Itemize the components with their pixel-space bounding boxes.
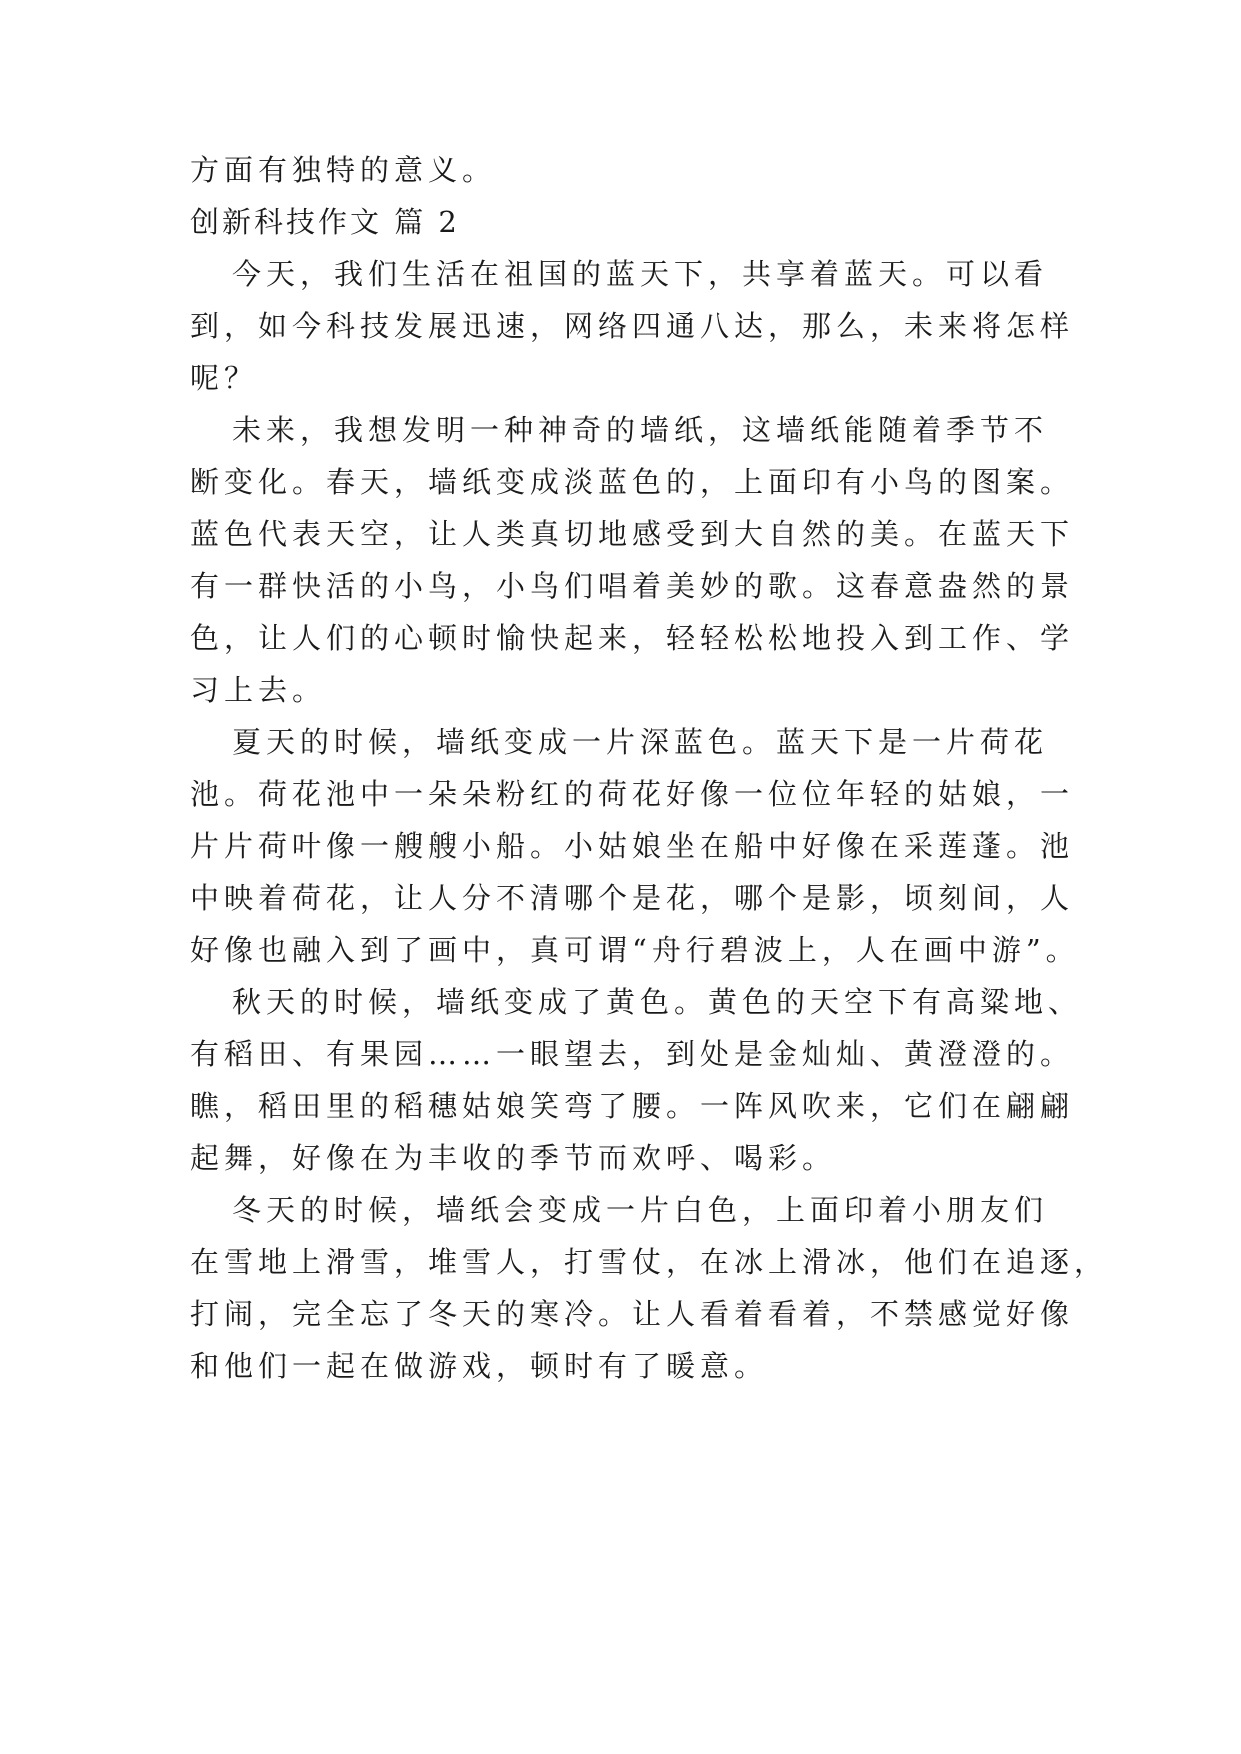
paragraph-line: 习上去。: [190, 673, 327, 707]
paragraph-line: 冬天的时候，墙纸会变成一片白色，上面印着小朋友们: [232, 1193, 1049, 1227]
paragraph-line: 今天，我们生活在祖国的蓝天下，共享着蓝天。可以看: [232, 257, 1049, 291]
paragraph-line: 池。荷花池中一朵朵粉红的荷花好像一位位年轻的姑娘，一: [190, 777, 1075, 811]
paragraph-line: 打闹，完全忘了冬天的寒冷。让人看着看着，不禁感觉好像: [190, 1297, 1075, 1331]
paragraph-line: 好像也融入到了画中，真可谓“舟行碧波上，人在画中游”。: [190, 933, 1080, 967]
paragraph-line: 秋天的时候，墙纸变成了黄色。黄色的天空下有高粱地、: [232, 985, 1083, 1019]
paragraph-line: 起舞，好像在为丰收的季节而欢呼、喝彩。: [190, 1141, 837, 1175]
paragraph-line: 到，如今科技发展迅速，网络四通八达，那么，未来将怎样: [190, 309, 1075, 343]
paragraph-line: 中映着荷花，让人分不清哪个是花，哪个是影，顷刻间，人: [190, 881, 1075, 915]
paragraph-line: 未来，我想发明一种神奇的墙纸，这墙纸能随着季节不: [232, 413, 1049, 447]
paragraph-line: 有一群快活的小鸟，小鸟们唱着美妙的歌。这春意盎然的景: [190, 569, 1075, 603]
paragraph-line: 在雪地上滑雪，堆雪人，打雪仗，在冰上滑冰，他们在追逐，: [190, 1245, 1109, 1279]
paragraph-line: 和他们一起在做游戏，顿时有了暖意。: [190, 1349, 769, 1383]
paragraph-line: 断变化。春天，墙纸变成淡蓝色的，上面印有小鸟的图案。: [190, 465, 1075, 499]
paragraph-line: 色，让人们的心顿时愉快起来，轻轻松松地投入到工作、学: [190, 621, 1075, 655]
paragraph-line: 蓝色代表天空，让人类真切地感受到大自然的美。在蓝天下: [190, 517, 1075, 551]
continued-text: 方面有独特的意义。: [190, 153, 497, 187]
paragraph-line: 呢？: [190, 361, 259, 395]
section-title: 创新科技作文 篇 2: [190, 205, 460, 239]
paragraph-line: 有稻田、有果园……一眼望去，到处是金灿灿、黄澄澄的。: [190, 1037, 1075, 1071]
paragraph-line: 瞧，稻田里的稻穗姑娘笑弯了腰。一阵风吹来，它们在翩翩: [190, 1089, 1075, 1123]
paragraph-line: 夏天的时候，墙纸变成一片深蓝色。蓝天下是一片荷花: [232, 725, 1049, 759]
paragraph-line: 片片荷叶像一艘艘小船。小姑娘坐在船中好像在采莲蓬。池: [190, 829, 1075, 863]
